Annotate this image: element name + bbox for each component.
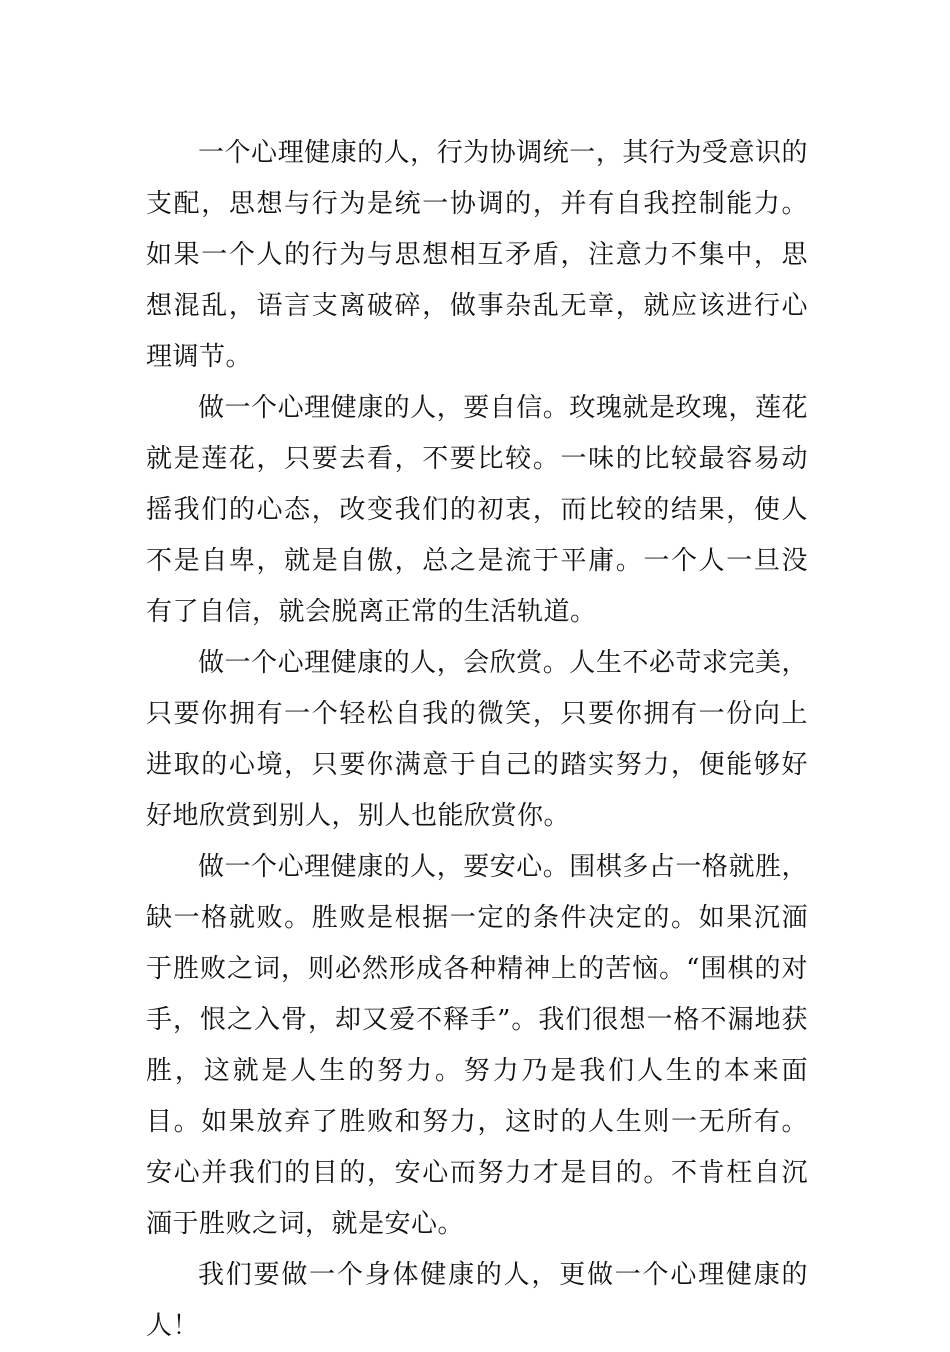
paragraph-confidence: 做一个心理健康的人，要自信。玫瑰就是玫瑰，莲花就是莲花，只要去看，不要比较。一味的比较最容易动摇我们的心态，改变我们的初衷，而比较的结果，使人不是自卑，就是自傲，总之是流于平庸。一个人一旦没有了自信，就会脱离正常的生活轨道。 (146, 393, 808, 627)
paragraph-appreciation: 做一个心理健康的人，会欣赏。人生不必苛求完美，只要你拥有一个轻松自我的微笑，只要你拥有一份向上进取的心境，只要你满意于自己的踏实努力，便能够好好地欣赏到别人，别人也能欣赏你。 (146, 648, 808, 831)
paragraph-self-control: 一个心理健康的人，行为协调统一，其行为受意识的支配，思想与行为是统一协调的，并有自我控制能力。如果一个人的行为与思想相互矛盾，注意力不集中，思想混乱，语言支离破碎，做事杂乱无章，就应该进行心理调节。 (146, 138, 808, 372)
paragraph-peace-of-mind: 做一个心理健康的人，要安心。围棋多占一格就胜，缺一格就败。胜败是根据一定的条件决定的。如果沉湎于胜败之词，则必然形成各种精神上的苦恼。“围棋的对手，恨之入骨，却又爱不释手”。我们很想一格不漏地获胜，这就是人生的努力。努力乃是我们人生的本来面目。如果放弃了胜败和努力，这时的人生则一无所有。安心并我们的目的，安心而努力才是目的。不肯枉自沉湎于胜败之词，就是安心。 (146, 852, 808, 1239)
document-body (146, 128, 808, 1352)
paragraph-conclusion: 我们要做一个身体健康的人，更做一个心理健康的人！ (146, 1260, 808, 1341)
